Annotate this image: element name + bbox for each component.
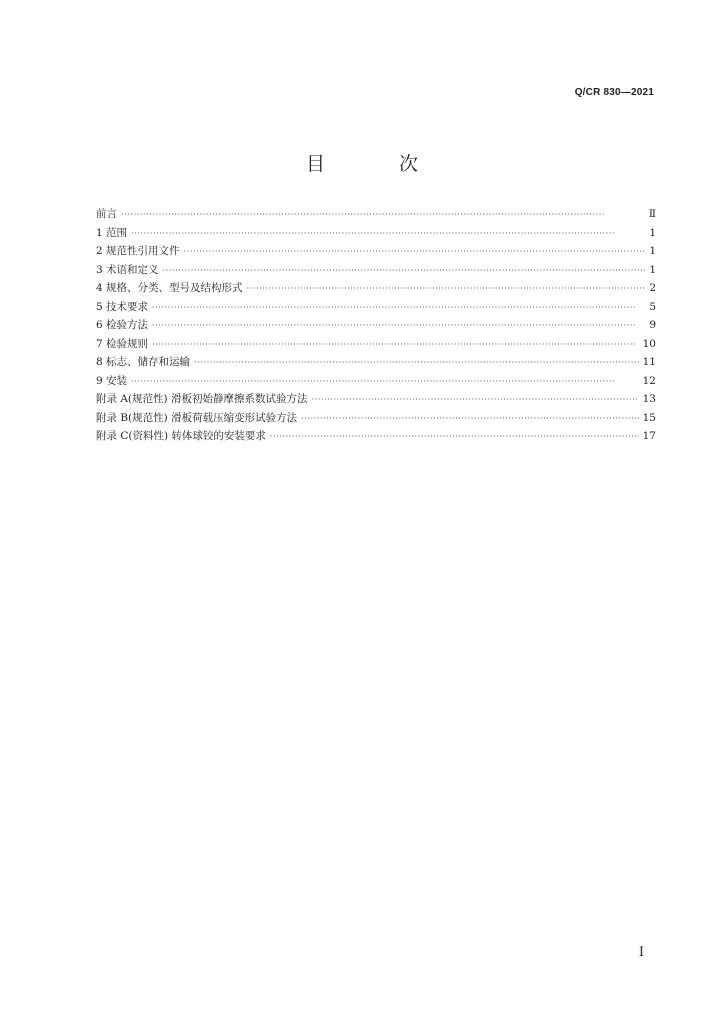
standard-code: Q/CR 830—2021 (574, 87, 654, 98)
toc-entry-appendix-b[interactable] (96, 409, 656, 428)
table-of-contents (96, 205, 656, 446)
toc-entry-page: Ⅱ (648, 208, 656, 220)
toc-entry-label: 2 规范性引用文件 (96, 245, 180, 257)
toc-leader-dots (311, 391, 638, 410)
toc-entry-appendix-a[interactable] (96, 390, 656, 409)
toc-entry-4[interactable] (96, 279, 656, 298)
toc-leader-dots (301, 410, 639, 429)
toc-leader-dots (152, 336, 639, 355)
toc-entry-page: 10 (642, 337, 656, 350)
toc-leader-dots (194, 354, 639, 373)
toc-entry-page: 5 (649, 300, 656, 313)
toc-leader-dots (131, 225, 645, 244)
toc-entry-appendix-c[interactable] (96, 427, 656, 446)
page-title: 目 次 (305, 153, 453, 175)
toc-entry-label: 4 规格、分类、型号及结构形式 (96, 282, 243, 294)
toc-leader-dots (152, 317, 645, 336)
toc-entry-page: 9 (649, 319, 656, 331)
toc-entry-page: 1 (649, 263, 656, 276)
toc-entry-page: 15 (642, 411, 656, 424)
toc-entry-label: 5 技术要求 (96, 300, 149, 313)
toc-entry-page: 17 (642, 430, 656, 442)
toc-entry-label: 6 检验方法 (96, 319, 149, 331)
toc-entry-label: 附录 C(资料性) 转体球铰的安装要求 (96, 430, 266, 442)
toc-entry-6[interactable] (96, 316, 656, 335)
toc-entry-1[interactable] (96, 224, 656, 243)
toc-entry-page: 2 (649, 282, 656, 294)
toc-entry-page: 13 (642, 393, 656, 405)
toc-entry-8[interactable] (96, 353, 656, 372)
toc-entry-2[interactable] (96, 242, 656, 261)
toc-entry-page: 1 (649, 226, 656, 239)
toc-entry-page: 12 (642, 374, 656, 387)
toc-entry-5[interactable] (96, 298, 656, 317)
toc-entry-page: 1 (649, 245, 656, 257)
toc-entry-label: 7 检验规则 (96, 337, 149, 350)
page-number: I (638, 945, 644, 960)
toc-leader-dots (131, 373, 639, 392)
toc-entry-7[interactable] (96, 335, 656, 354)
toc-leader-dots (184, 243, 646, 262)
toc-entry-3[interactable] (96, 261, 656, 280)
toc-leader-dots (152, 299, 645, 318)
toc-leader-dots (247, 280, 646, 299)
toc-entry-label: 8 标志、储存和运输 (96, 356, 191, 368)
toc-entry-foreword[interactable] (96, 205, 656, 224)
toc-entry-label: 前言 (96, 208, 117, 220)
toc-entry-page: 11 (642, 356, 656, 368)
toc-entry-label: 1 范围 (96, 226, 128, 239)
toc-entry-label: 附录 A(规范性) 滑板初始静摩擦系数试验方法 (96, 393, 308, 405)
toc-leader-dots (121, 206, 645, 225)
toc-leader-dots (270, 428, 639, 447)
toc-entry-label: 3 术语和定义 (96, 263, 159, 276)
toc-entry-9[interactable] (96, 372, 656, 391)
toc-entry-label: 附录 B(规范性) 滑板荷载压缩变形试验方法 (96, 411, 298, 424)
toc-entry-label: 9 安装 (96, 374, 128, 387)
toc-leader-dots (163, 262, 646, 281)
